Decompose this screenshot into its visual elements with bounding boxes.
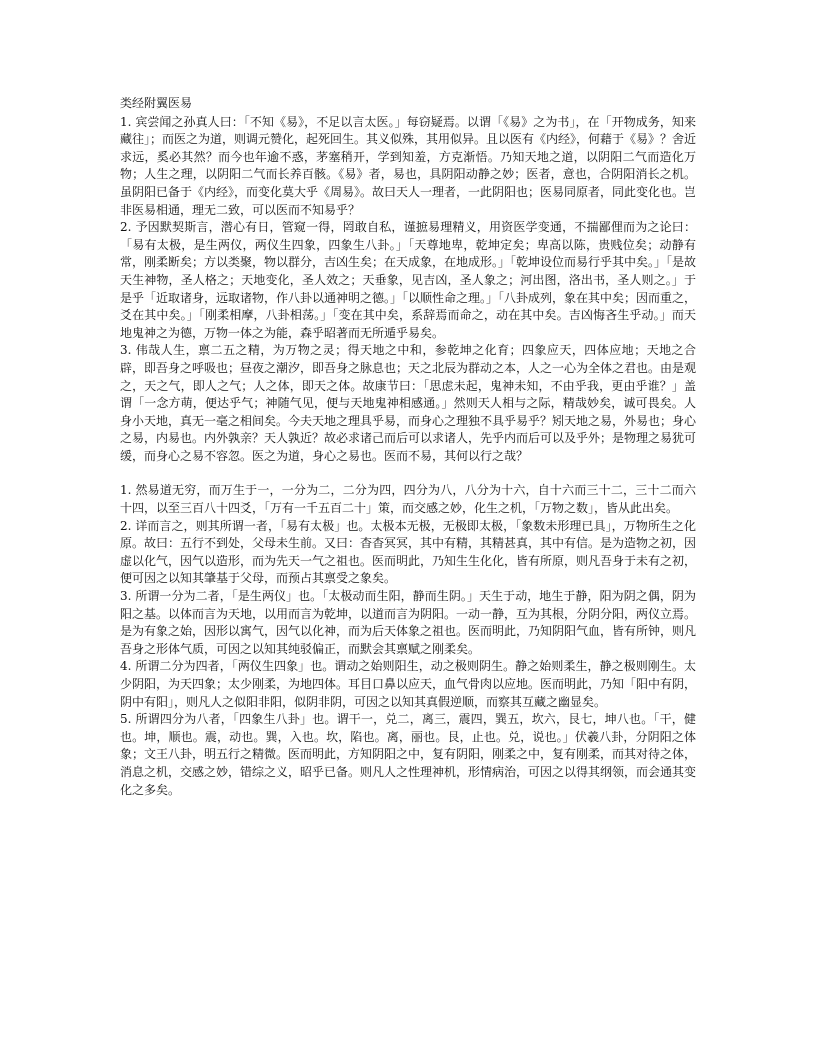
paragraph-1-2: 2. 予因默契斯言，潜心有日，管窥一得，罔敢自私，谨摭易理精义，用资医学变通，不揣鄙俚而为之论曰：「易有太极，是生两仪，两仪生四象，四象生八卦。」「天尊地卑，乾坤定矣；卑高以陈，贵贱位矣；动静有常，刚柔断矣；方以类聚，物以群分，吉凶生矣；在天成象，在地成形。」「乾坤设位而易行乎其中矣。」「是故天生神物，圣人格之；天地变化，圣人效之；天垂象，见吉凶，圣人象之；河出图，洛出书，圣人则之。」于是乎「近取诸身，远取诸物，作八卦以通神明之德。」「以顺性命之理。」「八卦成列，象在其中矣；因而重之，爻在其中矣。」「刚柔相摩，八卦相荡。」「变在其中矣，系辞焉而命之，动在其中矣。吉凶悔吝生乎动。」而天地鬼神之为德，万物一体之为能，森乎昭著而无所遁乎易矣。 bbox=[120, 220, 697, 340]
paragraph-2-2: 2. 详而言之，则其所谓一者，「易有太极」也。太极本无极，无极即太极，「象数未形理已具」，万物所生之化原。故曰：五行不到处，父母未生前。又曰：杳杳冥冥，其中有精，其精甚真，其中有信。是为造物之初，因虚以化气，因气以造形，而为先天一气之祖也。医而明此，乃知生生化化，皆有所原，则凡吾身于未有之初，便可因之以知其肇基于父母，而预占其禀受之象矣。 bbox=[120, 518, 697, 586]
paragraph-1-1: 1. 宾尝闻之孙真人曰：「不知《易》，不足以言太医。」每窃疑焉。以谓「《易》之为书」，在「开物成务，知来藏往」；而医之为道，则调元赞化，起死回生。其义似殊，其用似异。且以医有《内经》，何藉于《易》？舍近求远，奚必其然？而今也年逾不惑，茅塞稍开，学到知羞，方克渐悟。乃知天地之道，以阴阳二气而造化万物；人生之理，以阴阳二气而长养百骸。《易》者，易也，具阴阳动静之妙；医者，意也，合阴阳消长之机。虽阴阳已备于《内经》，而变化莫大乎《周易》。故曰天人一理者，一此阴阳也；医易同原者，同此变化也。岂非医易相通，理无二致，可以医而不知易乎？ bbox=[120, 114, 697, 217]
paragraph-1-3: 3. 伟哉人生，禀二五之精，为万物之灵；得天地之中和，参乾坤之化育；四象应天，四体应地；天地之合辟，即吾身之呼吸也；昼夜之潮汐，即吾身之脉息也；天之北辰为群动之本，人之一心为全体之君也。由是观之，天之气，即人之气；人之体，即天之体。故康节曰：「思虑未起，鬼神未知，不由乎我，更由乎谁？」盖谓「一念方萌，便达乎气；神随气见，便与天地鬼神相感通。」然则天人相与之际，精哉妙矣，诚可畏矣。人身小天地，真无一毫之相间矣。今夫天地之理具乎易，而身心之理独不具乎易乎？矧天地之易，外易也；身心之易，内易也。内外孰亲？天人孰近？故必求诸己而后可以求诸人，先乎内而后可以及乎外；是物理之易犹可缓，而身心之易不容忽。医之为道，身心之易也。医而不易，其何以行之哉？ bbox=[120, 343, 697, 463]
document-page bbox=[120, 95, 696, 799]
paragraph-2-5: 5. 所谓四分为八者，「四象生八卦」也。谓干一，兑二，离三，震四，巽五，坎六，艮七，坤八也。「干，健也。坤，顺也。震，动也。巽，入也。坎，陷也。离，丽也。艮，止也。兑，说也。」伏羲八卦，分阴阳之体象；文王八卦，明五行之精微。医而明此，方知阴阳之中，复有阴阳，刚柔之中，复有刚柔，而其对待之体，消息之机，交感之妙，错综之义，昭乎已备。则凡人之性理神机，形情病治，可因之以得其纲领，而会通其变化之多矣。 bbox=[120, 712, 697, 797]
paragraph-2-3: 3. 所谓一分为二者，「是生两仪」也。「太极动而生阳，静而生阴。」天生于动，地生于静，阳为阴之偶，阴为阳之基。以体而言为天地，以用而言为乾坤，以道而言为阴阳。一动一静，互为其根，分阴分阳，两仪立焉。是为有象之始，因形以寓气，因气以化神，而为后天体象之祖也。医而明此，乃知阴阳气血，皆有所钟，则凡吾身之形体气质，可因之以知其纯驳偏正，而默会其禀赋之刚柔矣。 bbox=[120, 589, 697, 656]
paragraph-2-1: 1. 然易道无穷，而万生于一，一分为二，二分为四，四分为八，八分为十六，自十六而三十二，三十二而六十四，以至三百八十四爻，「万有一千五百二十」策，而交感之妙，化生之机，「万物之数」，皆从此出矣。 bbox=[120, 483, 696, 516]
paragraph-2-4: 4. 所谓二分为四者，「两仪生四象」也。谓动之始则阳生，动之极则阴生。静之始则柔生，静之极则刚生。太少阴阳，为天四象；太少刚柔，为地四体。耳目口鼻以应天，血气骨肉以应地。医而明此，乃知「阳中有阴，阴中有阳」，则凡人之似阳非阳，似阴非阴，可因之以知其真假逆顺，而察其互藏之幽显矣。 bbox=[120, 659, 697, 709]
section-gap bbox=[120, 465, 696, 482]
document-title: 类经附翼医易 bbox=[120, 96, 193, 110]
